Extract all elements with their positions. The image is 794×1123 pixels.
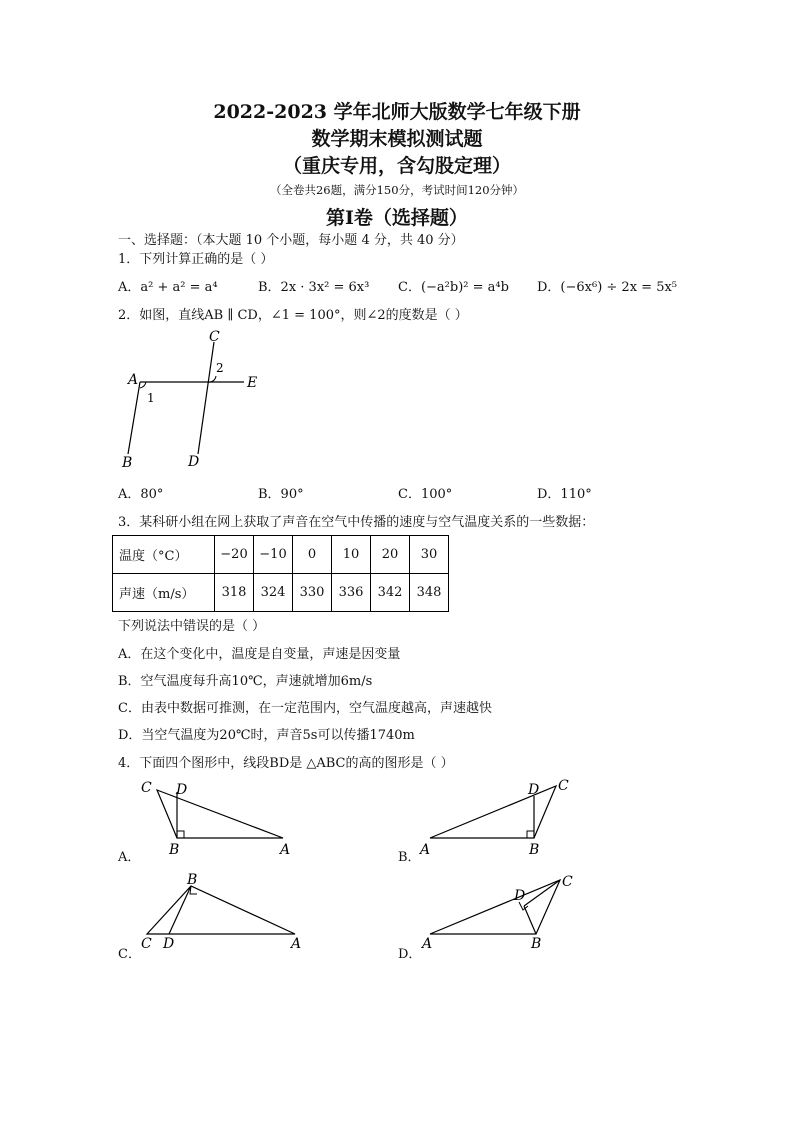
q4-stem: 4．下面四个图形中，线段BD是 △ABC的高的图形是（ ） [118,756,454,771]
label-e: E [247,375,258,391]
table-cell: 348 [410,574,449,612]
exam-title-line2: 数学期末模拟测试题 [311,128,483,150]
q1-option-a: A．a² + a² = a⁴ [118,280,218,295]
table-cell: 336 [332,574,371,612]
q3-stem: 3．某科研小组在网上获取了声音在空气中传播的速度与空气温度关系的一些数据： [118,515,595,530]
label-b: B [531,936,542,952]
table-cell: 20 [371,536,410,574]
q3-option-d: D．当空气温度为20℃时，声音5s可以传播1740m [118,728,415,743]
q3-sub-stem: 下列说法中错误的是（ ） [118,619,266,634]
exam-title-line1: 2022-2023 学年北师大版数学七年级下册 [213,101,581,123]
table-row-temperature [113,536,449,574]
exam-note: （全卷共26题，满分150分，考试时间120分钟） [269,183,525,197]
table-cell: 330 [293,574,332,612]
table-cell: −10 [254,536,293,574]
q1-option-c: C．(−a²b)² = a⁴b [398,280,509,295]
q2-figure [112,326,282,474]
table-cell: 324 [254,574,293,612]
label-c: C [562,874,573,890]
line-cd [198,342,214,454]
label-a: A [280,842,291,858]
angle-1-arc [140,382,146,388]
label-d: D [188,454,200,470]
q2-stem: 2．如图，直线AB ∥ CD，∠1 = 100°，则∠2的度数是（ ） [118,308,468,323]
label-c: C [141,936,152,952]
q2-option-b: B．90° [258,487,304,502]
exam-title-line3: （重庆专用，含勾股定理） [282,155,511,177]
label-a: A [291,936,302,952]
q4-figure-b [412,774,582,860]
q3-option-a: A．在这个变化中，温度是自变量，声速是因变量 [118,647,401,662]
q1-stem: 1．下列计算正确的是（ ） [118,252,274,267]
section-intro: 一、选择题：（本大题 10 个小题，每小题 4 分，共 40 分） [118,233,464,248]
label-d: D [514,888,526,904]
q3-option-b: B．空气温度每升高10℃，声速就增加6m/s [118,674,373,689]
label-angle-2: 2 [216,361,224,375]
q3-data-table [112,535,449,612]
q2-option-c: C．100° [398,487,453,502]
line-ab [128,382,140,454]
table-cell: 30 [410,536,449,574]
q4-figure-d [412,868,587,954]
label-angle-1: 1 [147,391,155,405]
label-c: C [558,778,569,794]
label-d: D [176,782,188,798]
label-c: C [141,780,152,796]
label-d: D [528,782,540,798]
label-b: B [122,455,133,471]
label-b: B [529,842,540,858]
part-heading: 第Ⅰ卷（选择题） [326,207,468,229]
label-a: A [128,372,139,388]
q1-option-d: D．(−6x⁶) ÷ 2x = 5x⁵ [537,280,678,295]
label-b: B [169,842,180,858]
q4-option-c: C． [118,947,141,962]
q1-option-b: B．2x · 3x² = 6x³ [258,280,370,295]
label-a: A [422,936,433,952]
table-cell: 318 [215,574,254,612]
q4-option-d: D． [398,947,422,962]
label-c: C [209,329,220,345]
q4-option-b: B． [398,850,421,865]
table-cell: −20 [215,536,254,574]
table-cell: 0 [293,536,332,574]
label-d: D [163,936,175,952]
label-a: A [420,842,431,858]
q2-option-d: D．110° [537,487,592,502]
q2-option-a: A．80° [118,487,164,502]
q3-option-c: C．由表中数据可推测，在一定范围内，空气温度越高，声速越快 [118,701,492,716]
q4-option-a: A． [118,850,141,865]
label-b: B [187,872,198,888]
table-header-speed: 声速（m/s） [113,574,215,612]
table-cell: 10 [332,536,371,574]
table-row-speed [113,574,449,612]
q4-figure-a [135,774,305,860]
table-cell: 342 [371,574,410,612]
q4-figure-c [135,868,310,954]
table-header-temperature: 温度（°C） [113,536,215,574]
